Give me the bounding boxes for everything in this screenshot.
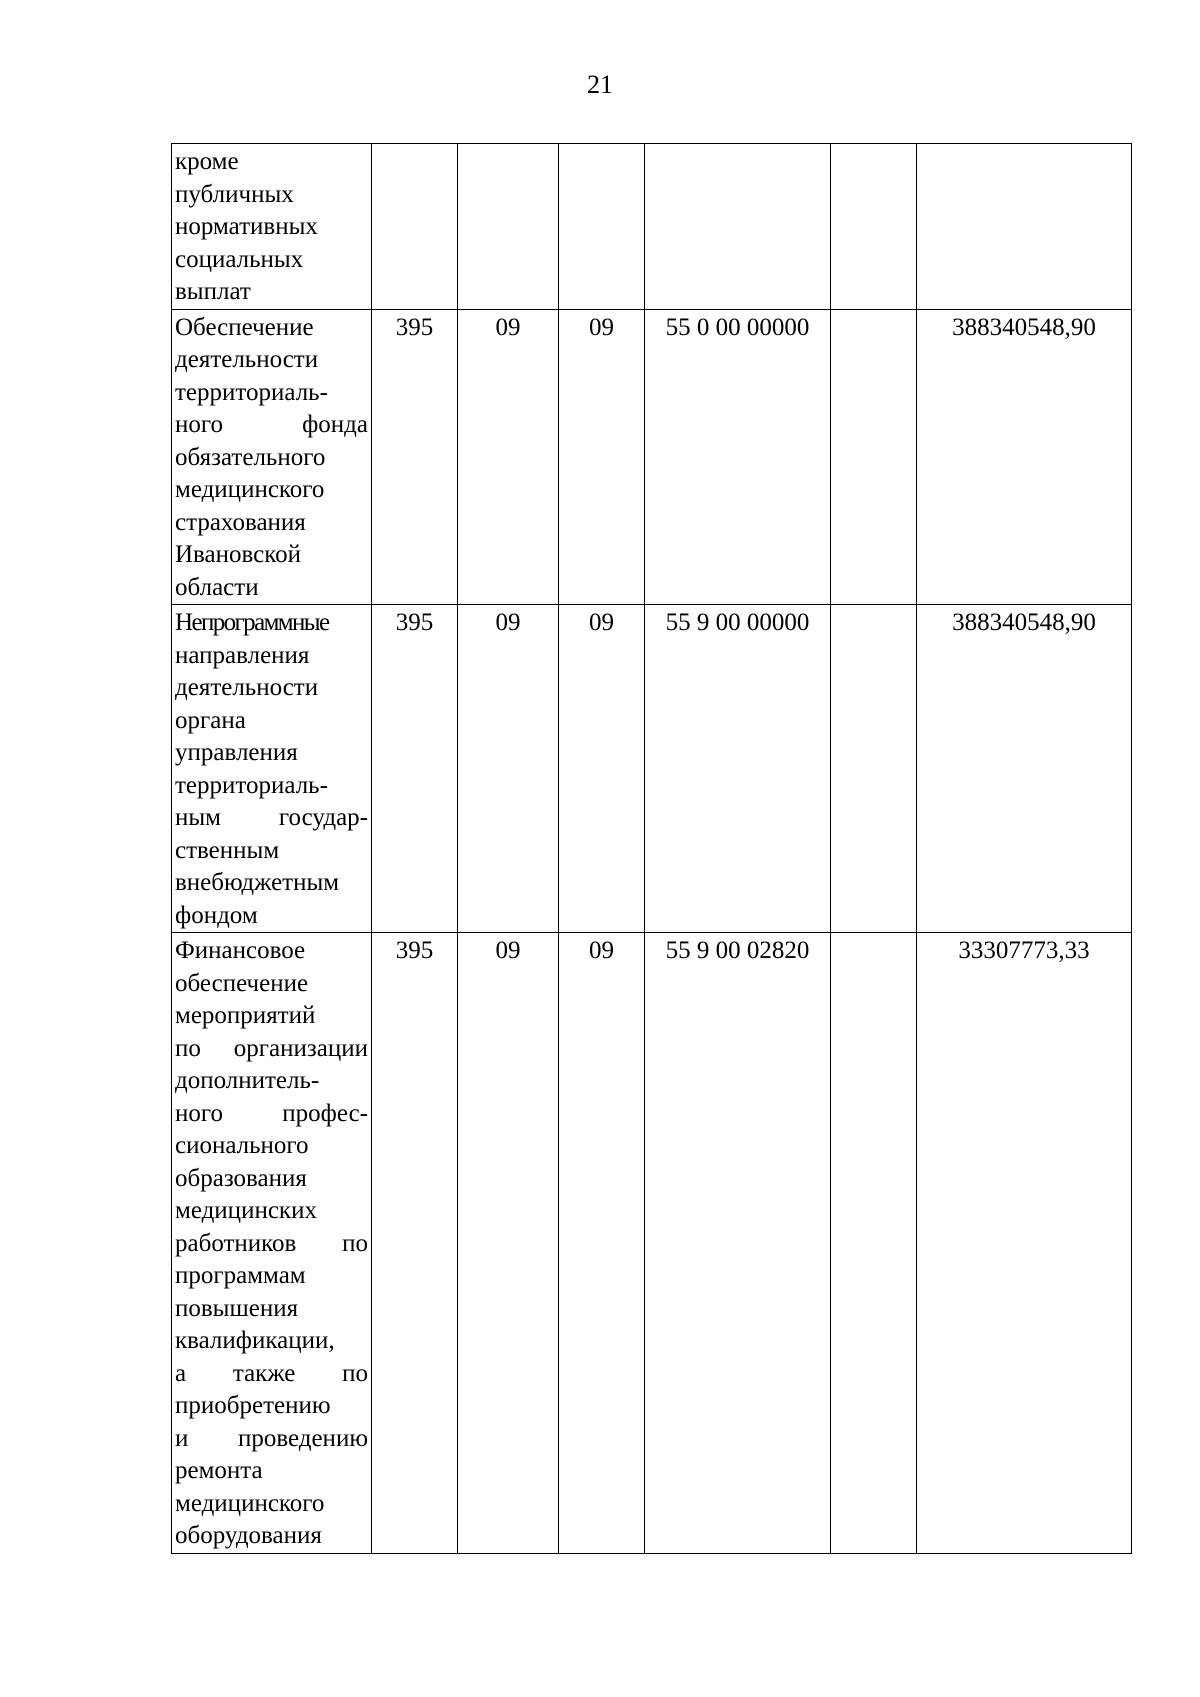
item-name-line: ного фонда [175,411,368,438]
item-name-line: ным государ- [175,804,368,831]
item-name-line: программам [175,1262,306,1289]
item-name-line: социальных [175,245,304,273]
item-name-line: повышения [175,1294,299,1322]
expense-type-cell [831,605,917,933]
ministry-code-cell: 395 [372,933,458,1554]
amount-cell [917,144,1132,310]
table-row [172,309,1132,605]
item-name-line: выплат [175,278,251,305]
amount-cell: 33307773,33 [917,933,1132,1554]
item-name-cell [172,933,372,1554]
item-name-cell [172,144,372,310]
section-cell: 09 [458,309,559,605]
subsection-cell: 09 [559,933,645,1554]
item-name-line: страхования [175,508,306,536]
item-name-line: медицинского [175,476,325,503]
item-name-line: территориаль- [175,378,328,406]
item-name-line: публичных [175,180,294,208]
item-name-line: сионального [175,1132,309,1159]
table-row [172,933,1132,1554]
item-name-line: оборудования [175,1522,322,1549]
item-name-line: направления [175,641,310,669]
item-name-line: по организации [175,1034,368,1062]
section-cell: 09 [458,605,559,933]
item-name-line: кроме [175,148,239,175]
item-name-line: Непрограммные [175,609,329,636]
item-name-line: деятельности [175,674,319,701]
item-name-line: медицинских [175,1197,317,1224]
subsection-cell [559,144,645,310]
ministry-code-cell: 395 [372,605,458,933]
item-name-line: деятельности [175,346,319,373]
item-name-line: внебюджетным [175,869,340,896]
item-name-line: области [175,573,259,601]
item-name-line: управления [175,739,298,766]
item-name-line: мероприятий [175,1002,316,1029]
page-number: 21 [587,70,613,99]
expense-type-cell [831,933,917,1554]
expense-type-cell [831,309,917,605]
expense-type-cell [831,144,917,310]
item-name-cell [172,605,372,933]
item-name-line: работников по [175,1229,368,1257]
item-name-line: Финансовое [175,937,306,964]
ministry-code-cell: 395 [372,309,458,605]
subsection-cell: 09 [559,309,645,605]
budget-table [171,143,1132,1554]
item-name-line: медицинского [175,1489,325,1517]
item-name-line: ного профес- [175,1099,368,1127]
item-name-line: территориаль- [175,771,328,799]
item-name-line: дополнитель- [175,1067,320,1094]
item-name-line: приобретению [175,1392,331,1419]
item-name-line: Обеспечение [175,313,314,341]
target-article-cell: 55 9 00 00000 [645,605,831,933]
item-name-line: органа [175,706,246,734]
table-row [172,144,1132,310]
table-row [172,605,1132,933]
item-name-line: ремонта [175,1457,263,1484]
item-name-line: фондом [175,901,258,929]
item-name-line: Ивановской [175,541,302,568]
amount-cell: 388340548,90 [917,605,1132,933]
target-article-cell: 55 0 00 00000 [645,309,831,605]
item-name-line: обеспечение [175,969,309,997]
target-article-cell: 55 9 00 02820 [645,933,831,1554]
item-name-line: нормативных [175,213,318,240]
item-name-line: и проведению [175,1424,368,1452]
amount-cell: 388340548,90 [917,309,1132,605]
section-cell [458,144,559,310]
subsection-cell: 09 [559,605,645,933]
target-article-cell [645,144,831,310]
section-cell: 09 [458,933,559,1554]
item-name-line: квалификации, [175,1327,335,1354]
item-name-cell [172,309,372,605]
item-name-line: обязательного [175,443,326,471]
item-name-line: образования [175,1164,307,1192]
ministry-code-cell [372,144,458,310]
item-name-line: а также по [175,1359,368,1387]
item-name-line: ственным [175,836,280,864]
